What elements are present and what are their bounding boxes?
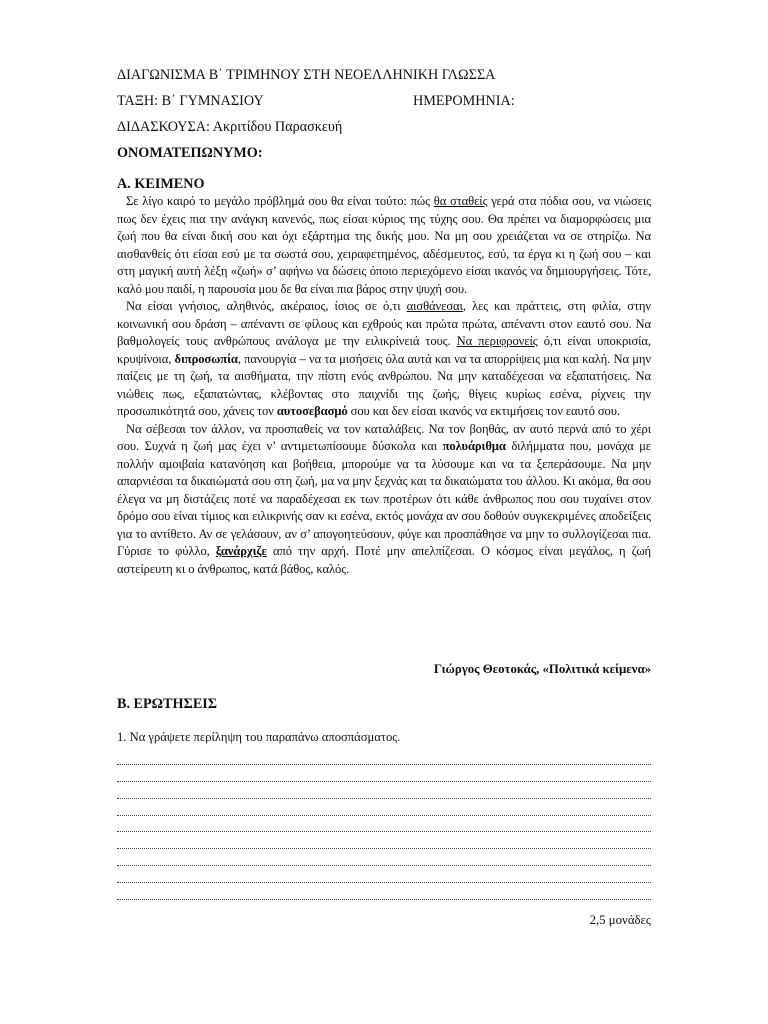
underlined-phrase: θα σταθείς bbox=[433, 194, 488, 208]
answer-line[interactable] bbox=[117, 782, 651, 799]
class-label: ΤΑΞΗ: Β΄ ΓΥΜΝΑΣΙΟΥ bbox=[117, 93, 264, 109]
answer-line[interactable] bbox=[117, 799, 651, 816]
text-run: ό,τι είναι υποκρισία, κρυψίνοια, bbox=[117, 334, 651, 366]
text-run: , λες και πράττεις, στη φιλία, στην κοινωνική σου δράση – απέναντι σε φίλους και εχθρούς και πρώτα πρώτα, απέναντι στον εαυτό σου. Να βαθμολογείς τους ανθρώπους ανάλογα με την ειλικρίνειά τους. bbox=[117, 299, 651, 348]
paragraph-2 bbox=[117, 298, 651, 421]
section-a-heading: Α. ΚΕΙΜΕΝΟ bbox=[117, 176, 205, 192]
text-run: γερά στα πόδια σου, να νιώσεις πως δεν έχεις πια την ανάγκη κανενός, πως είσαι κύριος της τύχης σου. Θα πρέπει να διαμορφώσεις μια ζωή που θα είναι δική σου και όχι εξάρτημα της δικής μου. Να μη σου χρειάζεται να σε στηρίζω. Να αισθανθείς ότι είσαι εσύ με τα σωστά σου, χειραφετημένος, αδέσμευτος, εσύ, τα έργα κι η ζωή σου – και στη μαγική αυτή λέξη «ζωή» σ’ αφήνω να δώσεις όποιο περιεχόμενο είσαι ικανός να δημιουργήσεις. Τότε, καλό μου παιδί, η παρουσία μου δε θα είναι πια βάρος στην ψυχή σου. bbox=[117, 194, 651, 296]
paragraph-3 bbox=[117, 421, 651, 579]
section-b-heading: Β. ΕΡΩΤΗΣΕΙΣ bbox=[117, 696, 218, 712]
text-run: διλήμματα που, μονάχα με πολλήν αμοιβαία κατανόηση και βοήθεια, μπορούμε να τα λύσουμε και να τα ξεπεράσουμε. Να μην απαρνιέσαι τα δικαιώματά σου στη ζωή, μα να μην ξεχνάς και τα δικαιώματα του άλλου. Κι ακόμα, θα σου έλεγα να μη διστάζεις ποτέ να παραδέχεσαι εκ των προτέρων ότι κάθε άνθρωπος που σου τυχαίνει στον δρόμο σου είναι τίμιος και ειλικρινής σαν κι εσένα, εκτός μονάχα αν σου δοθούν συγκεκριμένες αποδείξεις για το αντίθετο. Αν σε γελάσουν, αν σ’ απογοητεύσουν, φύγε και προσπάθησε να μην το συλλογίζεσαι πια. Γύρισε το φύλλο, bbox=[117, 439, 651, 558]
answer-line[interactable] bbox=[117, 883, 651, 900]
date-label: ΗΜΕΡΟΜΗΝΙΑ: bbox=[413, 93, 515, 109]
text-run: Σε λίγο καιρό το μεγάλο πρόβλημά σου θα είναι τούτο: πώς bbox=[126, 194, 434, 208]
exam-title: ΔΙΑΓΩΝΙΣΜΑ Β΄ ΤΡΙΜΗΝΟΥ ΣΤΗ ΝΕΟΕΛΛΗΝΙΚΗ ΓΛΩΣΣΑ bbox=[117, 67, 496, 83]
passage-text bbox=[117, 193, 651, 578]
bold-word: πολυάριθμα bbox=[442, 439, 506, 453]
answer-lines[interactable] bbox=[117, 748, 651, 900]
underlined-word: αισθάνεσαι bbox=[406, 299, 463, 313]
answer-line[interactable] bbox=[117, 748, 651, 765]
underlined-phrase: Να περιφρονείς bbox=[456, 334, 538, 348]
author-citation: Γιώργος Θεοτοκάς, «Πολιτικά κείμενα» bbox=[433, 662, 651, 676]
answer-line[interactable] bbox=[117, 765, 651, 782]
text-run: σου και δεν είσαι ικανός να εκτιμήσεις τον εαυτό σου. bbox=[347, 404, 620, 418]
name-label: ΟΝΟΜΑΤΕΠΩΝΥΜΟ: bbox=[117, 145, 263, 161]
teacher-label: ΔΙΔΑΣΚΟΥΣΑ: Ακριτίδου Παρασκευή bbox=[117, 119, 343, 135]
paragraph-1 bbox=[117, 193, 651, 298]
bold-word: αυτοσεβασμό bbox=[276, 404, 348, 418]
text-run: από την αρχή. Ποτέ μην απελπίζεσαι. Ο κόσμος είναι μεγάλος, η ζωή αστείρευτη κι ο άνθρωπος, κατά βάθος, καλός. bbox=[117, 544, 652, 576]
bold-underlined-word: ξανάρχιζε bbox=[215, 544, 267, 558]
text-run: , πανουργία – να τα μισήσεις όλα αυτά και να τα απορρίψεις μια και καλή. Να μην παίζεις με τη ζωή, τα αισθήματα, την πίστη ενός ανθρώπου. Να μην καταδέχεσαι να εξαπατήσεις. Να νιώθεις πως, εξαπατώντας, κλέβοντας στο παιχνίδι της ζωής, θίγεις κυρίως εσένα, ρίχνεις την προσωπικότητά σου, χάνεις τον bbox=[117, 351, 651, 418]
class-row bbox=[117, 92, 515, 110]
answer-line[interactable] bbox=[117, 866, 651, 883]
text-run: Να σέβεσαι τον άλλον, να προσπαθείς να τον καταλάβεις. Να τον βοηθάς, αν αυτό περνά από το χέρι σου. Συχνά η ζωή μας έχει ν’ αντιμετωπίσουμε δύσκολα και bbox=[117, 421, 651, 453]
bold-word: διπροσωπία bbox=[174, 351, 238, 366]
answer-line[interactable] bbox=[117, 832, 651, 849]
answer-line[interactable] bbox=[117, 849, 651, 866]
answer-line[interactable] bbox=[117, 816, 651, 833]
text-run: Να είσαι γνήσιος, αληθινός, ακέραιος, ίσιος σε ό,τι bbox=[126, 299, 407, 313]
points-label: 2,5 μονάδες bbox=[589, 913, 651, 927]
question-1: 1. Να γράψετε περίληψη του παραπάνω αποσπάσματος. bbox=[117, 730, 401, 744]
